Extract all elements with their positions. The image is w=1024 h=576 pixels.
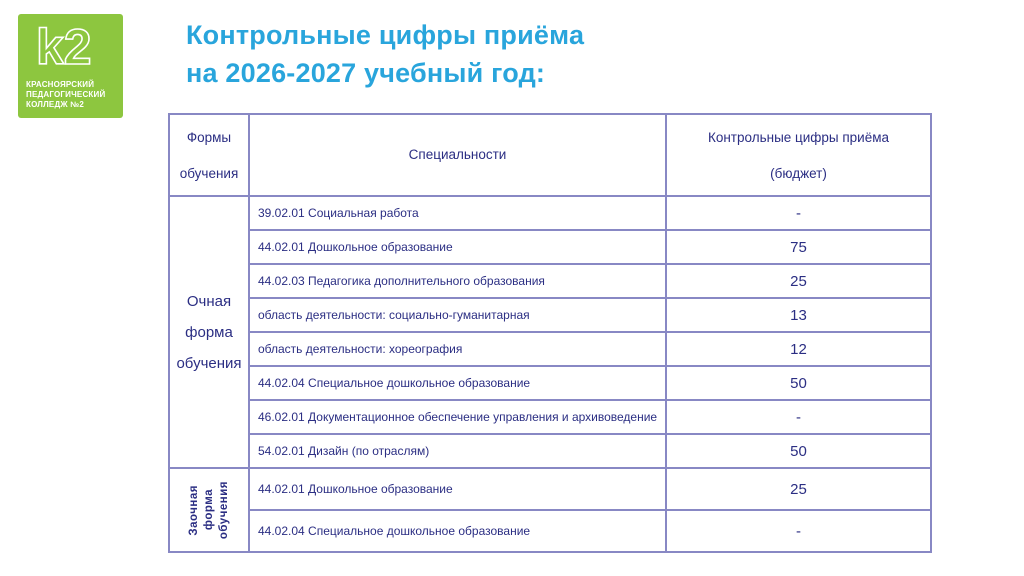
quota-cell: 50 [666, 434, 931, 468]
slide-title-line2: на 2026-2027 учебный год: [186, 58, 546, 88]
header-quota-line: (бюджет) [770, 165, 827, 181]
quota-cell: - [666, 510, 931, 552]
quota-cell: 25 [666, 468, 931, 510]
header-quota [666, 114, 931, 196]
college-name [26, 80, 105, 110]
quota-cell: - [666, 400, 931, 434]
admission-quota-table [168, 113, 932, 553]
slide-title [186, 16, 584, 92]
header-study-forms-line: обучения [179, 165, 239, 181]
college-logo [18, 14, 123, 118]
quota-cell: 50 [666, 366, 931, 400]
specialty-cell: 44.02.04 Специальное дошкольное образование [249, 366, 666, 400]
specialty-cell: область деятельности: хореография [249, 332, 666, 366]
table-row [169, 264, 931, 298]
header-study-forms [169, 114, 249, 196]
table-row [169, 332, 931, 366]
quota-cell: - [666, 196, 931, 230]
table-row [169, 434, 931, 468]
k2-logo-icon [32, 20, 112, 72]
header-specialties: Специальности [249, 114, 666, 196]
table-row [169, 468, 931, 510]
quota-cell: 13 [666, 298, 931, 332]
college-name-line: КРАСНОЯРСКИЙ [26, 80, 95, 89]
specialty-cell: 44.02.03 Педагогика дополнительного образования [249, 264, 666, 298]
study-form-fulltime: Очная форма обучения [169, 196, 249, 468]
quota-cell: 25 [666, 264, 931, 298]
quota-cell: 12 [666, 332, 931, 366]
svg-text:k2: k2 [36, 20, 92, 72]
table-row [169, 196, 931, 230]
study-form-parttime: Заочная форма обучения [169, 468, 249, 552]
table-header-row [169, 114, 931, 196]
table-row [169, 298, 931, 332]
slide-title-line1: Контрольные цифры приёма [186, 20, 585, 50]
table-row [169, 366, 931, 400]
table-row [169, 230, 931, 264]
table-row [169, 400, 931, 434]
table-row [169, 510, 931, 552]
specialty-cell: 46.02.01 Документационное обеспечение управления и архивоведение [249, 400, 666, 434]
specialty-cell: 54.02.01 Дизайн (по отраслям) [249, 434, 666, 468]
header-study-forms-line: Формы [186, 129, 232, 145]
specialty-cell: 39.02.01 Социальная работа [249, 196, 666, 230]
college-name-line: ПЕДАГОГИЧЕСКИЙ [26, 90, 106, 99]
header-quota-line: Контрольные цифры приёма [707, 129, 890, 145]
specialty-cell: 44.02.04 Специальное дошкольное образование [249, 510, 666, 552]
specialty-cell: 44.02.01 Дошкольное образование [249, 230, 666, 264]
quota-cell: 75 [666, 230, 931, 264]
specialty-cell: 44.02.01 Дошкольное образование [249, 468, 666, 510]
specialty-cell: область деятельности: социально-гуманитарная [249, 298, 666, 332]
college-name-line: КОЛЛЕДЖ №2 [26, 100, 84, 109]
